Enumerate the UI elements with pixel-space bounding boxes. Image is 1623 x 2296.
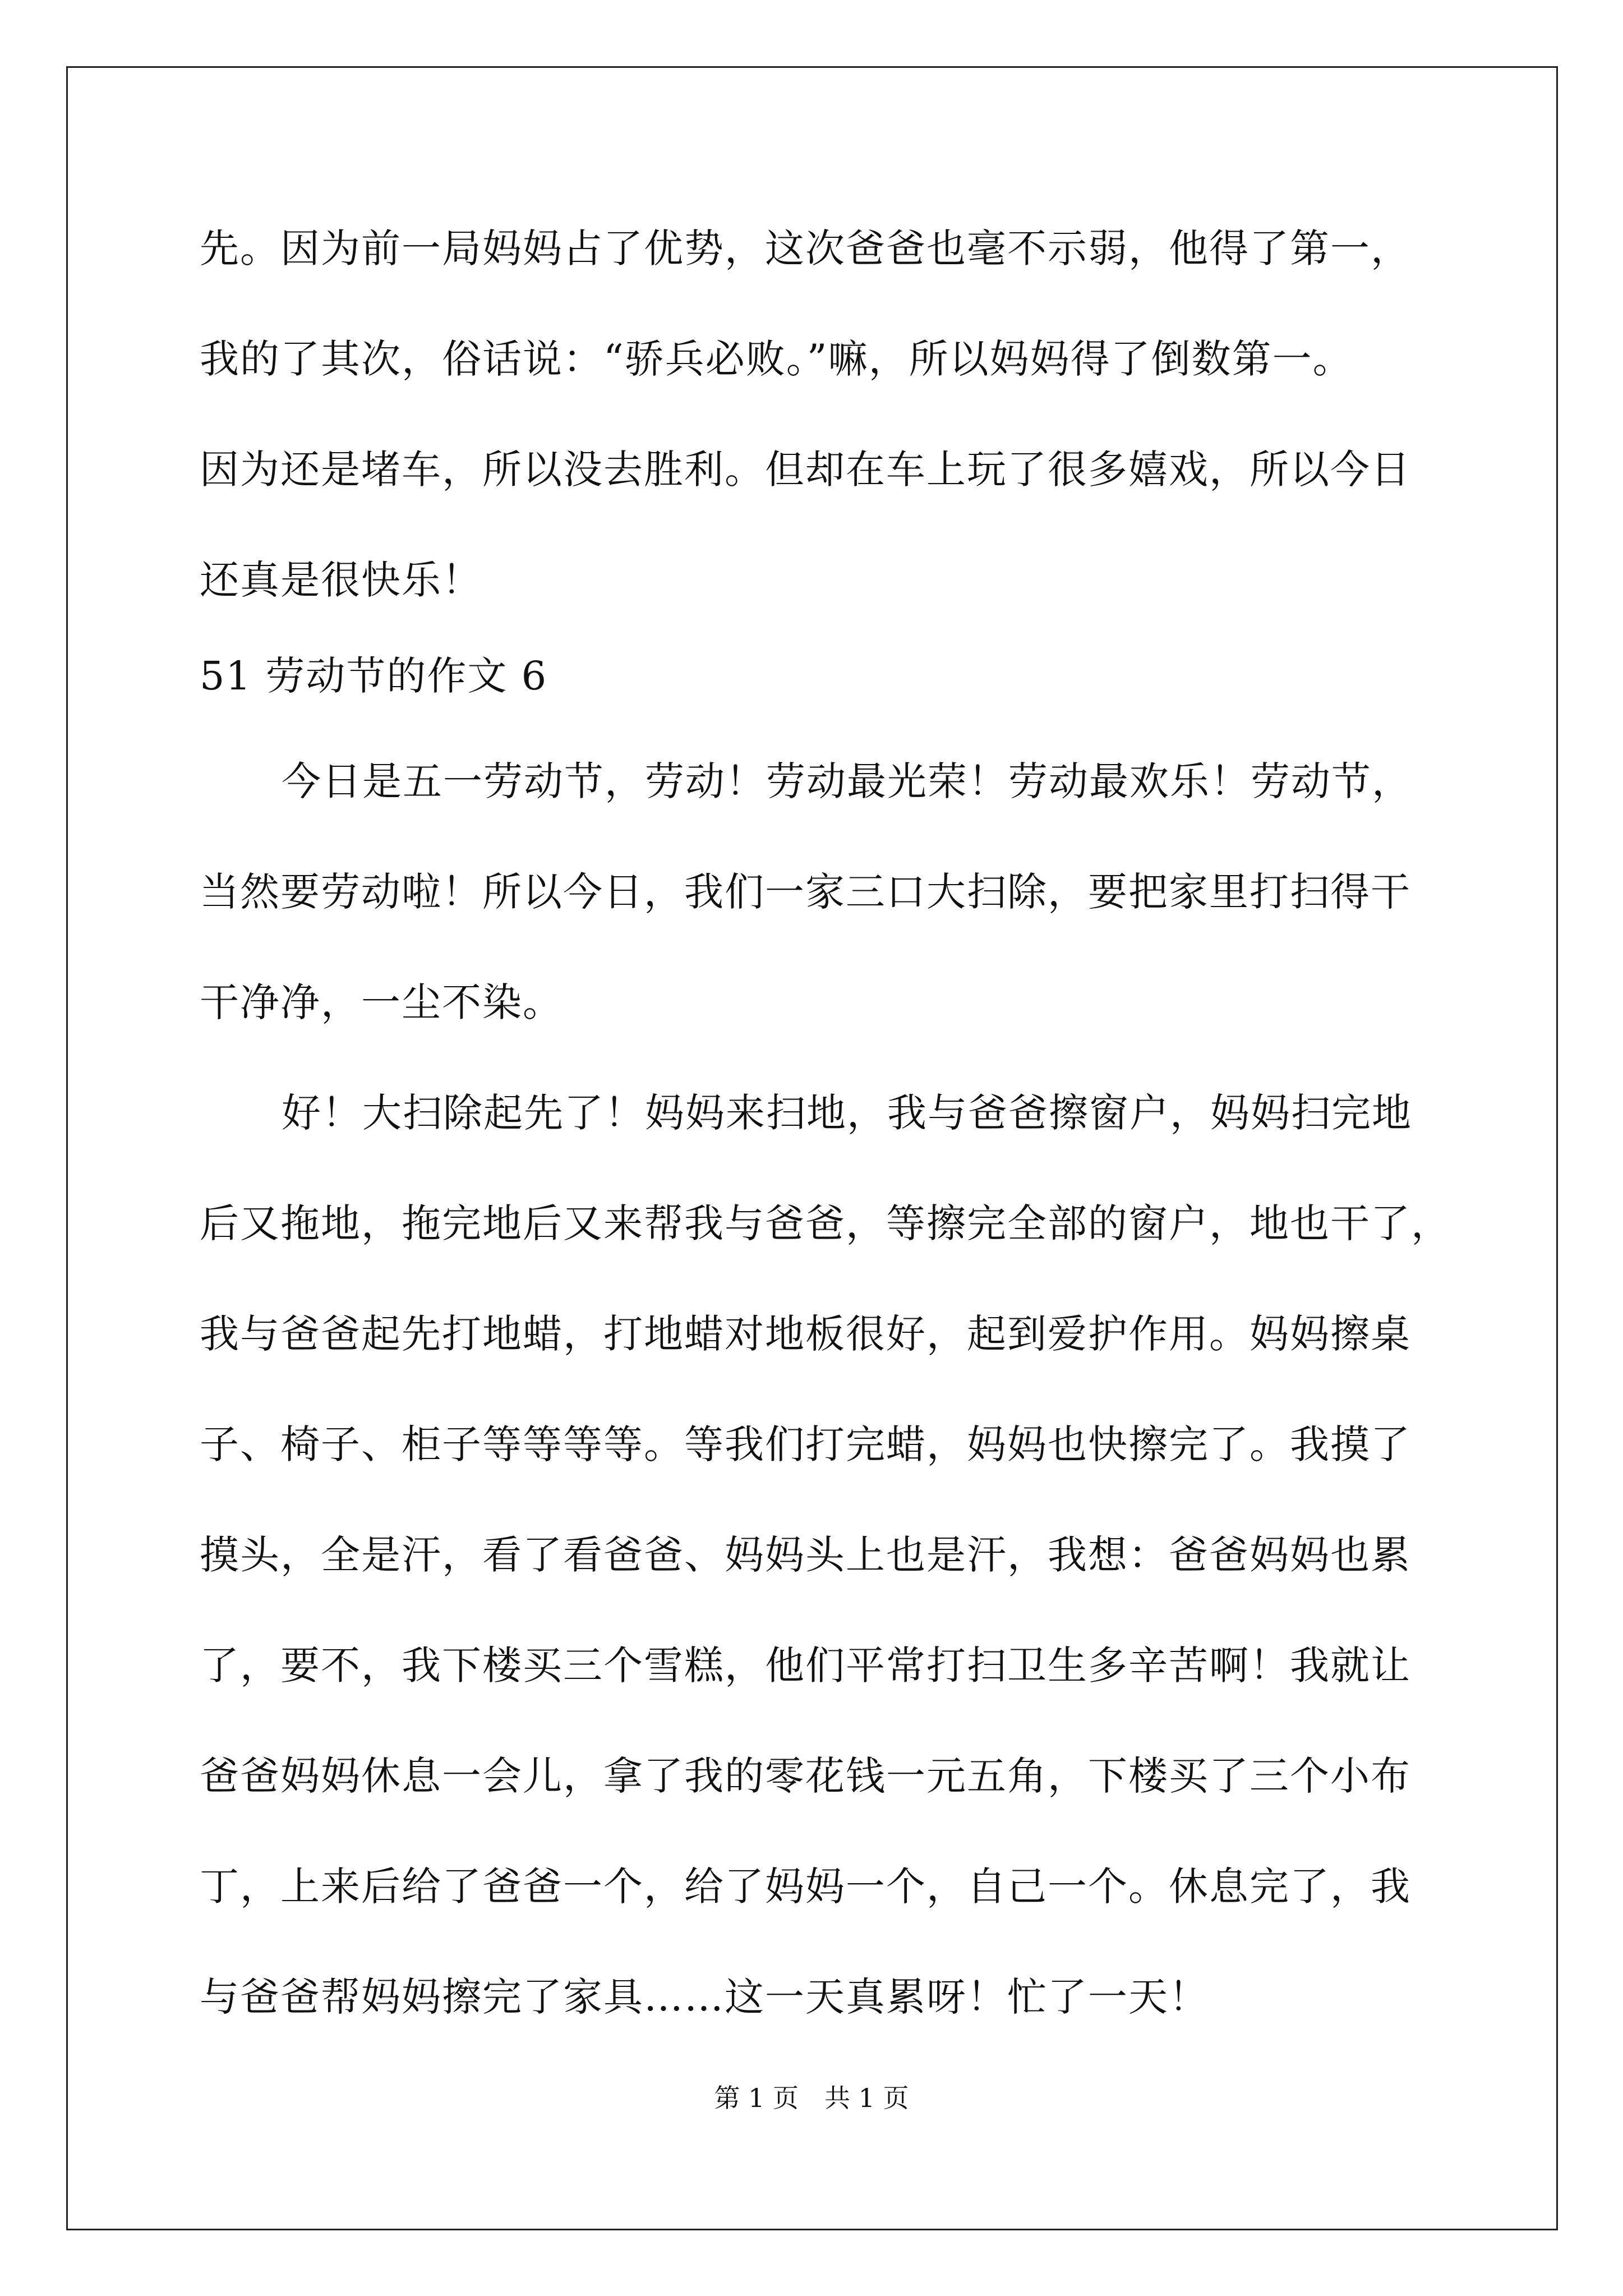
- text-line: 先。因为前一局妈妈占了优势，这次爸爸也毫不示弱，他得了第一，: [200, 226, 1411, 272]
- section-title: 51 劳动节的作文 6: [200, 653, 548, 699]
- text-line: 今日是五一劳动节，劳动！劳动最光荣！劳动最欢乐！劳动节，: [282, 758, 1412, 804]
- text-line: 因为还是堵车，所以没去胜利。但却在车上玩了很多嬉戏，所以今日: [200, 447, 1411, 493]
- page-footer: 第 1 页 共 1 页: [714, 2083, 909, 2113]
- text-line: 摸头，全是汗，看了看爸爸、妈妈头上也是汗，我想：爸爸妈妈也累: [200, 1532, 1411, 1578]
- text-line: 了，要不，我下楼买三个雪糕，他们平常打扫卫生多辛苦啊！我就让: [200, 1642, 1411, 1688]
- text-line: 我与爸爸起先打地蜡，打地蜡对地板很好，起到爱护作用。妈妈擦桌: [200, 1311, 1411, 1357]
- text-line: 后又拖地，拖完地后又来帮我与爸爸，等擦完全部的窗户，地也干了，: [200, 1200, 1451, 1246]
- text-line: 与爸爸帮妈妈擦完了家具……这一天真累呀！忙了一天！: [200, 1974, 1209, 2020]
- text-line: 我的了其次，俗话说：“骄兵必败。”嘛，所以妈妈得了倒数第一。: [200, 336, 1353, 382]
- text-line: 丁，上来后给了爸爸一个，给了妈妈一个，自己一个。休息完了，我: [200, 1864, 1411, 1910]
- text-line: 爸爸妈妈休息一会儿，拿了我的零花钱一元五角，下楼买了三个小布: [200, 1753, 1411, 1799]
- text-line: 还真是很快乐！: [200, 557, 482, 603]
- text-line: 当然要劳动啦！所以今日，我们一家三口大扫除，要把家里打扫得干: [200, 869, 1411, 915]
- text-line: 干净净，一尘不染。: [200, 979, 563, 1025]
- text-line: 好！大扫除起先了！妈妈来扫地，我与爸爸擦窗户，妈妈扫完地: [282, 1090, 1412, 1136]
- text-line: 子、椅子、柜子等等等等。等我们打完蜡，妈妈也快擦完了。我摸了: [200, 1421, 1411, 1467]
